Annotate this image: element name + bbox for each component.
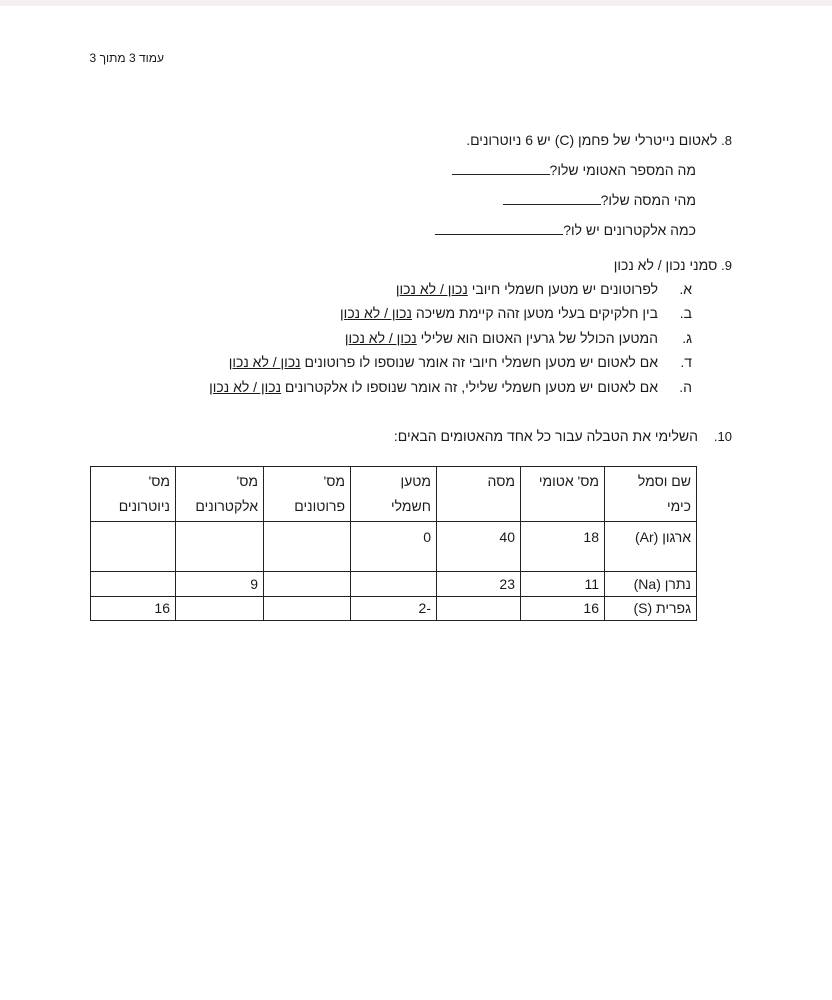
table-row [91,597,697,621]
question-8-sub-1 [452,162,696,178]
question-9 [614,257,732,273]
true-false-choice[interactable]: נכון / לא נכון [340,305,412,321]
item-letter: ה. [679,379,692,395]
item-text: אם לאטום יש מטען חשמלי שלילי, זה אומר שנוספו לו אלקטרונים [284,379,658,395]
table-row [91,522,697,572]
header-mass: מסה [437,467,521,522]
true-false-choice[interactable]: נכון / לא נכון [209,379,282,395]
cell-neutrons[interactable] [91,522,176,572]
item-text: בין חלקיקים בעלי מטען זהה קיימת משיכה [415,305,658,321]
header-name-symbol: שם וסמל כימי [605,467,697,522]
cell-name: גפרית (S) [605,597,697,621]
item-letter: ג. [682,330,692,346]
question-8-sub-2-text: מהי המסה שלו? [600,192,696,208]
true-false-choice[interactable]: נכון / לא נכון [395,281,468,297]
item-letter: ב. [679,305,692,321]
true-false-choice[interactable]: נכון / לא נכון [344,330,417,346]
question-8-sub-2 [503,192,696,208]
header-electrons: מס' אלקטרונים [176,467,264,522]
item-text: אם לאטום יש מטען חשמלי חיובי זה אומר שנוספו לו פרוטונים [304,354,658,370]
answer-blank-mass[interactable] [503,192,601,205]
answer-blank-electrons[interactable] [435,222,563,235]
question-8-number: 8. [721,133,732,148]
question-8-sub-3-text: כמה אלקטרונים יש לו? [563,222,696,238]
question-9-number: 9. [721,258,732,273]
item-letter: ד. [680,354,692,370]
question-9-item-e [209,379,692,395]
question-9-item-b [340,305,692,321]
table-row [91,572,697,597]
cell-name: ארגון (Ar) [605,522,697,572]
question-8 [466,132,732,148]
cell-mass[interactable] [437,597,521,621]
cell-electrons[interactable] [176,522,264,572]
question-8-text: לאטום נייטרלי של פחמן (C) יש 6 ניוטרונים. [466,132,718,148]
cell-electrons[interactable]: 9 [176,572,264,597]
answer-blank-atomic-number[interactable] [452,162,550,175]
cell-neutrons[interactable] [91,572,176,597]
cell-charge[interactable]: -2 [351,597,437,621]
header-neutrons: מס' ניוטרונים [91,467,176,522]
cell-atomic-number[interactable]: 16 [521,597,605,621]
cell-mass[interactable]: 40 [437,522,521,572]
item-text: לפרוטונים יש מטען חשמלי חיובי [471,281,658,297]
question-9-item-d [229,354,692,370]
item-letter: א. [679,281,692,297]
header-protons: מס' פרוטונים [264,467,351,522]
cell-atomic-number[interactable]: 18 [521,522,605,572]
question-9-text: סמני נכון / לא נכון [613,257,718,273]
question-10-number: 10. [713,429,732,444]
question-9-item-a [396,281,692,297]
cell-charge[interactable] [351,572,437,597]
cell-name: נתרן (Na) [605,572,697,597]
cell-protons[interactable] [264,597,351,621]
true-false-choice[interactable]: נכון / לא נכון [228,354,301,370]
cell-protons[interactable] [264,522,351,572]
cell-charge[interactable]: 0 [351,522,437,572]
table-header-row [91,467,697,522]
cell-electrons[interactable] [176,597,264,621]
question-8-sub-3 [435,222,696,238]
question-9-item-c [345,330,692,346]
cell-protons[interactable] [264,572,351,597]
header-charge: מטען חשמלי [351,467,437,522]
cell-atomic-number[interactable]: 11 [521,572,605,597]
item-text: המטען הכולל של גרעין האטום הוא שלילי [420,330,658,346]
question-10-text: השלימי את הטבלה עבור כל אחד מהאטומים הבאים: [393,428,698,444]
cell-neutrons[interactable]: 16 [91,597,176,621]
header-atomic-number: מס' אטומי [521,467,605,522]
question-10 [394,428,732,444]
atoms-table [90,466,697,621]
cell-mass[interactable]: 23 [437,572,521,597]
question-8-sub-1-text: מה המספר האטומי שלו? [549,162,696,178]
page-number-label: עמוד 3 מתוך 3 [89,51,164,65]
